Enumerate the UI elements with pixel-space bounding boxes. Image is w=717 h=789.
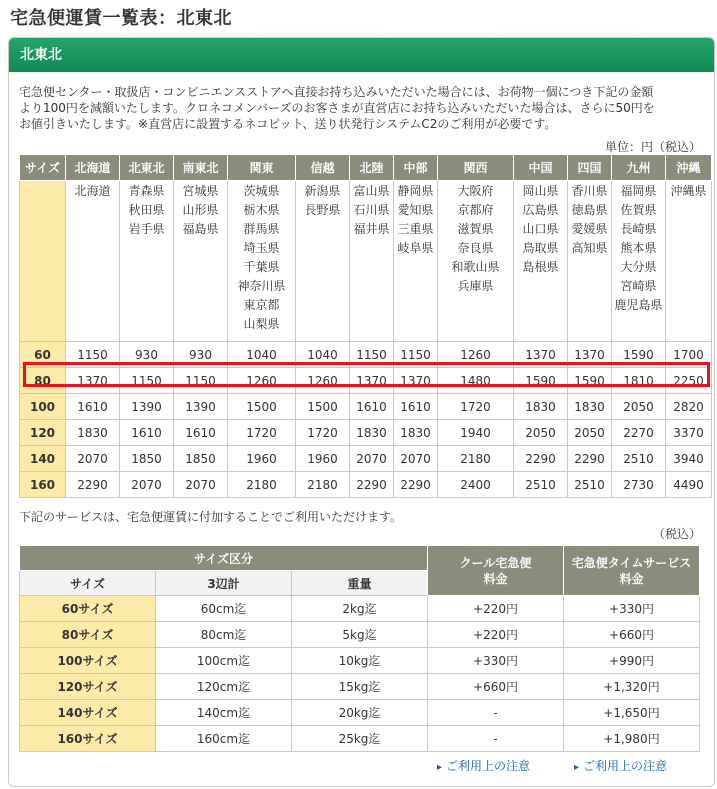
prefecture-list bbox=[350, 181, 394, 342]
price-cell: 1480 bbox=[438, 368, 514, 394]
intro-line: お値引きいたします。※直営店に設置するネコピット、送り状発行システムC2のご利用が必要です。 bbox=[19, 117, 557, 131]
price-cell: 2250 bbox=[666, 368, 712, 394]
prefecture-name: 富山県 bbox=[353, 184, 390, 198]
price-cell: 1260 bbox=[438, 342, 514, 368]
price-cell: 2180 bbox=[438, 446, 514, 472]
price-cell: 930 bbox=[174, 342, 228, 368]
price-cell: 1150 bbox=[174, 368, 228, 394]
prefecture-name: 鹿児島県 bbox=[614, 298, 663, 312]
prefecture-list bbox=[174, 181, 228, 342]
region-header: 関西 bbox=[438, 155, 514, 181]
price-cell: 1940 bbox=[438, 420, 514, 446]
price-cell: 2070 bbox=[350, 446, 394, 472]
price-cell: 4490 bbox=[666, 472, 712, 498]
service-cool-cell: - bbox=[428, 700, 564, 726]
price-row bbox=[20, 394, 712, 420]
prefecture-list bbox=[228, 181, 296, 342]
prefecture-name: 三重県 bbox=[397, 222, 434, 236]
prefecture-name: 秋田県 bbox=[128, 203, 165, 217]
prefecture-name: 香川県 bbox=[571, 184, 608, 198]
service-row bbox=[20, 674, 700, 700]
service-size-cell: 60サイズ bbox=[20, 596, 156, 622]
prefecture-name: 新潟県 bbox=[304, 184, 341, 198]
price-cell: 2270 bbox=[612, 420, 666, 446]
price-cell: 1610 bbox=[66, 394, 120, 420]
price-cell: 2050 bbox=[514, 420, 568, 446]
prefecture-name: 神奈川県 bbox=[237, 279, 286, 293]
price-cell: 2510 bbox=[568, 472, 612, 498]
prefecture-name: 青森県 bbox=[128, 184, 165, 198]
price-cell: 2510 bbox=[514, 472, 568, 498]
service-size-cell: 80サイズ bbox=[20, 622, 156, 648]
price-cell: 1830 bbox=[66, 420, 120, 446]
prefecture-name: 山梨県 bbox=[243, 317, 280, 331]
price-cell: 1720 bbox=[228, 420, 296, 446]
price-cell: 1150 bbox=[350, 342, 394, 368]
price-cell: 1370 bbox=[394, 368, 438, 394]
price-cell: 2050 bbox=[612, 394, 666, 420]
prefecture-name: 山形県 bbox=[182, 203, 219, 217]
triangle-right-icon: ▸ bbox=[437, 762, 443, 773]
prefecture-list bbox=[568, 181, 612, 342]
price-cell: 2180 bbox=[296, 472, 350, 498]
services-unit-label: （税込） bbox=[652, 527, 701, 541]
prefecture-name: 広島県 bbox=[522, 203, 559, 217]
prefecture-name: 茨城県 bbox=[243, 184, 280, 198]
region-header: 南東北 bbox=[174, 155, 228, 181]
service-cool-cell: +330円 bbox=[428, 648, 564, 674]
price-cell: 2510 bbox=[612, 446, 666, 472]
price-cell: 1390 bbox=[120, 394, 174, 420]
prefecture-list bbox=[120, 181, 174, 342]
prefecture-name: 大分県 bbox=[620, 260, 657, 274]
price-row bbox=[20, 420, 712, 446]
price-cell: 2070 bbox=[66, 446, 120, 472]
time-fee-header: 宅急便タイムサービス 料金 bbox=[564, 546, 700, 596]
service-row bbox=[20, 700, 700, 726]
service-size-cell: 120サイズ bbox=[20, 674, 156, 700]
prefecture-name: 東京都 bbox=[243, 298, 280, 312]
region-header: 中国 bbox=[514, 155, 568, 181]
price-cell: 1960 bbox=[228, 446, 296, 472]
price-cell: 1590 bbox=[568, 368, 612, 394]
service-dims-cell: 140cm迄 bbox=[156, 700, 292, 726]
price-cell: 2290 bbox=[394, 472, 438, 498]
prefecture-name: 栃木県 bbox=[243, 203, 280, 217]
prefecture-row bbox=[20, 181, 712, 342]
price-cell: 1040 bbox=[228, 342, 296, 368]
triangle-right-icon: ▸ bbox=[574, 762, 580, 773]
prefecture-name: 大阪府 bbox=[457, 184, 494, 198]
price-cell: 1830 bbox=[394, 420, 438, 446]
price-cell: 2400 bbox=[438, 472, 514, 498]
region-header: 北陸 bbox=[350, 155, 394, 181]
price-cell: 1610 bbox=[394, 394, 438, 420]
prefecture-name: 群馬県 bbox=[243, 222, 280, 236]
price-cell: 1370 bbox=[66, 368, 120, 394]
price-cell: 1810 bbox=[612, 368, 666, 394]
region-header: 沖縄 bbox=[666, 155, 712, 181]
region-header: 中部 bbox=[394, 155, 438, 181]
prefecture-name: 岩手県 bbox=[128, 222, 165, 236]
service-time-cell: +1,650円 bbox=[564, 700, 700, 726]
prefecture-list bbox=[612, 181, 666, 342]
prefecture-list bbox=[66, 181, 120, 342]
size-group-header: サイズ区分 bbox=[20, 546, 428, 571]
price-cell: 1500 bbox=[296, 394, 350, 420]
prefecture-name: 千葉県 bbox=[243, 260, 280, 274]
price-cell: 2070 bbox=[174, 472, 228, 498]
prefecture-name: 兵庫県 bbox=[457, 279, 494, 293]
prefecture-name: 岐阜県 bbox=[397, 241, 434, 255]
price-cell: 1260 bbox=[296, 368, 350, 394]
price-cell: 2050 bbox=[568, 420, 612, 446]
price-cell: 1610 bbox=[174, 420, 228, 446]
price-cell: 1040 bbox=[296, 342, 350, 368]
price-cell: 2180 bbox=[228, 472, 296, 498]
price-cell: 3370 bbox=[666, 420, 712, 446]
prefecture-name: 岡山県 bbox=[522, 184, 559, 198]
prefecture-name: 沖縄県 bbox=[670, 184, 707, 198]
size-cell: 120 bbox=[20, 420, 66, 446]
rate-panel bbox=[8, 37, 715, 787]
cool-fee-header: クール宅急便 料金 bbox=[428, 546, 564, 596]
price-cell: 1720 bbox=[438, 394, 514, 420]
service-row bbox=[20, 622, 700, 648]
price-cell: 2290 bbox=[350, 472, 394, 498]
prefecture-name: 静岡県 bbox=[397, 184, 434, 198]
region-header: 北海道 bbox=[66, 155, 120, 181]
service-cool-cell: +660円 bbox=[428, 674, 564, 700]
service-dims-cell: 60cm迄 bbox=[156, 596, 292, 622]
price-cell: 2290 bbox=[66, 472, 120, 498]
col-weight: 重量 bbox=[292, 571, 428, 596]
price-cell: 3940 bbox=[666, 446, 712, 472]
prefecture-name: 高知県 bbox=[571, 241, 608, 255]
prefecture-name: 長崎県 bbox=[620, 222, 657, 236]
service-weight-cell: 5kg迄 bbox=[292, 622, 428, 648]
service-weight-cell: 25kg迄 bbox=[292, 726, 428, 752]
intro-line: より100円を減額いたします。クロネコメンバーズのお客さまが直営店にお持ち込みいただいた場合は、さらに50円を bbox=[19, 101, 655, 115]
service-dims-cell: 80cm迄 bbox=[156, 622, 292, 648]
price-cell: 930 bbox=[120, 342, 174, 368]
cool-notice-link[interactable]: ▸ ご利用上の注意 bbox=[437, 759, 531, 773]
service-time-cell: +660円 bbox=[564, 622, 700, 648]
price-cell: 1150 bbox=[120, 368, 174, 394]
prefecture-name: 石川県 bbox=[353, 203, 390, 217]
prefecture-name: 島根県 bbox=[522, 260, 559, 274]
price-cell: 1700 bbox=[666, 342, 712, 368]
intro-line: 宅急便センター・取扱店・コンビニエンスストアへ直接お持ち込みいただいた場合には、お荷物一個につき下記の金額 bbox=[19, 85, 654, 99]
price-cell: 1150 bbox=[66, 342, 120, 368]
region-header: 信越 bbox=[296, 155, 350, 181]
service-weight-cell: 10kg迄 bbox=[292, 648, 428, 674]
size-cell: 140 bbox=[20, 446, 66, 472]
prefecture-list bbox=[394, 181, 438, 342]
size-cell: 60 bbox=[20, 342, 66, 368]
page-title: 宅急便運賃一覧表：北東北 bbox=[10, 8, 232, 29]
panel-title: 北東北 bbox=[9, 38, 714, 72]
service-time-cell: +330円 bbox=[564, 596, 700, 622]
price-cell: 1850 bbox=[120, 446, 174, 472]
col-dims: 3辺計 bbox=[156, 571, 292, 596]
col-size: サイズ bbox=[20, 571, 156, 596]
service-row bbox=[20, 648, 700, 674]
region-header: 四国 bbox=[568, 155, 612, 181]
price-cell: 2070 bbox=[120, 472, 174, 498]
service-time-cell: +990円 bbox=[564, 648, 700, 674]
prefecture-name: 北海道 bbox=[74, 184, 111, 198]
price-cell: 1830 bbox=[350, 420, 394, 446]
size-cell: 160 bbox=[20, 472, 66, 498]
prefecture-name: 福岡県 bbox=[620, 184, 657, 198]
price-cell: 1500 bbox=[228, 394, 296, 420]
time-notice-link[interactable]: ▸ ご利用上の注意 bbox=[574, 759, 668, 773]
price-cell: 1370 bbox=[514, 342, 568, 368]
prefecture-name: 長野県 bbox=[304, 203, 341, 217]
price-row bbox=[20, 472, 712, 498]
service-row bbox=[20, 596, 700, 622]
service-cool-cell: +220円 bbox=[428, 596, 564, 622]
prefecture-name: 福島県 bbox=[182, 222, 219, 236]
price-row bbox=[20, 446, 712, 472]
prefecture-name: 愛媛県 bbox=[571, 222, 608, 236]
price-cell: 1610 bbox=[350, 394, 394, 420]
price-cell: 1720 bbox=[296, 420, 350, 446]
prefecture-name: 徳島県 bbox=[571, 203, 608, 217]
intro-text bbox=[19, 84, 707, 132]
prefecture-name: 愛知県 bbox=[397, 203, 434, 217]
price-cell: 1830 bbox=[514, 394, 568, 420]
prefecture-name: 奈良県 bbox=[457, 241, 494, 255]
prefecture-name: 和歌山県 bbox=[451, 260, 500, 274]
price-cell: 1590 bbox=[612, 342, 666, 368]
price-cell: 1850 bbox=[174, 446, 228, 472]
price-cell: 2290 bbox=[568, 446, 612, 472]
price-cell: 1260 bbox=[228, 368, 296, 394]
prefecture-name: 宮城県 bbox=[182, 184, 219, 198]
service-size-cell: 160サイズ bbox=[20, 726, 156, 752]
price-cell: 1150 bbox=[394, 342, 438, 368]
region-header: 北東北 bbox=[120, 155, 174, 181]
prefecture-name: 福井県 bbox=[353, 222, 390, 236]
price-row bbox=[20, 368, 712, 394]
price-cell: 2820 bbox=[666, 394, 712, 420]
prefecture-name: 熊本県 bbox=[620, 241, 657, 255]
service-time-cell: +1,320円 bbox=[564, 674, 700, 700]
prefecture-name: 鳥取県 bbox=[522, 241, 559, 255]
prefecture-name: 埼玉県 bbox=[243, 241, 280, 255]
service-weight-cell: 20kg迄 bbox=[292, 700, 428, 726]
price-cell: 1960 bbox=[296, 446, 350, 472]
price-cell: 1590 bbox=[514, 368, 568, 394]
prefecture-name: 宮崎県 bbox=[620, 279, 657, 293]
service-weight-cell: 15kg迄 bbox=[292, 674, 428, 700]
size-cell: 100 bbox=[20, 394, 66, 420]
price-cell: 2290 bbox=[514, 446, 568, 472]
service-weight-cell: 2kg迄 bbox=[292, 596, 428, 622]
prefecture-list bbox=[438, 181, 514, 342]
service-cool-cell: - bbox=[428, 726, 564, 752]
services-note: 下記のサービスは、宅急便運賃に付加することでご利用いただけます。 bbox=[19, 510, 403, 524]
service-size-cell: 100サイズ bbox=[20, 648, 156, 674]
size-cell: 80 bbox=[20, 368, 66, 394]
price-cell: 1370 bbox=[568, 342, 612, 368]
prefecture-list bbox=[296, 181, 350, 342]
service-size-cell: 140サイズ bbox=[20, 700, 156, 726]
rate-table-header bbox=[20, 155, 712, 181]
price-cell: 1390 bbox=[174, 394, 228, 420]
price-row bbox=[20, 342, 712, 368]
prefecture-list bbox=[666, 181, 712, 342]
price-cell: 2730 bbox=[612, 472, 666, 498]
price-cell: 1830 bbox=[568, 394, 612, 420]
price-cell: 2070 bbox=[394, 446, 438, 472]
price-cell: 1370 bbox=[350, 368, 394, 394]
price-cell: 1610 bbox=[120, 420, 174, 446]
prefecture-name: 佐賀県 bbox=[620, 203, 657, 217]
service-row bbox=[20, 726, 700, 752]
service-time-cell: +1,980円 bbox=[564, 726, 700, 752]
region-header: 関東 bbox=[228, 155, 296, 181]
service-table bbox=[19, 545, 700, 752]
unit-label: 単位：円（税込） bbox=[604, 140, 701, 154]
size-cell-blank bbox=[20, 181, 66, 342]
rate-table bbox=[19, 154, 712, 498]
service-dims-cell: 100cm迄 bbox=[156, 648, 292, 674]
service-dims-cell: 160cm迄 bbox=[156, 726, 292, 752]
service-cool-cell: +220円 bbox=[428, 622, 564, 648]
prefecture-name: 京都府 bbox=[457, 203, 494, 217]
prefecture-name: 山口県 bbox=[522, 222, 559, 236]
service-dims-cell: 120cm迄 bbox=[156, 674, 292, 700]
prefecture-list bbox=[514, 181, 568, 342]
size-header: サイズ bbox=[20, 155, 66, 181]
prefecture-name: 滋賀県 bbox=[457, 222, 494, 236]
region-header: 九州 bbox=[612, 155, 666, 181]
